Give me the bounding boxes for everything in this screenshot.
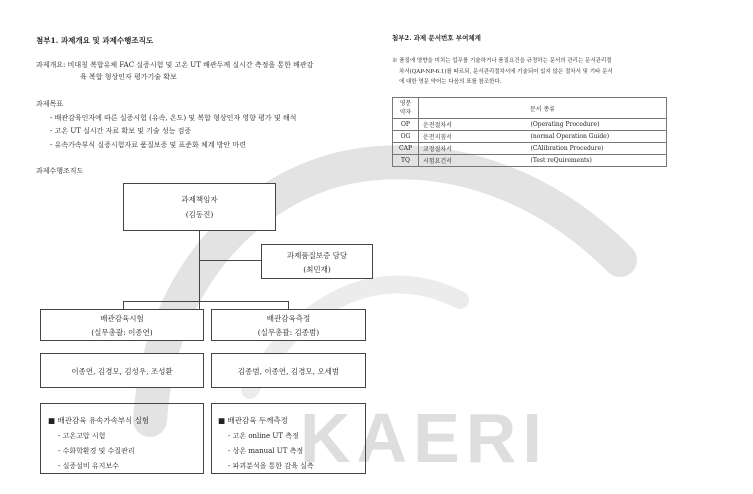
row-kr: 시험요건서: [419, 155, 527, 167]
col-abbr-header-b: 약자: [399, 109, 412, 116]
measure-task-3: - 파괴분석을 통한 감육 실측: [228, 462, 314, 470]
test-members: 이종연, 김경모, 김성우, 조성환: [71, 367, 173, 376]
connector-to-qa: [199, 260, 261, 261]
test-task-2: - 수화학환경 및 수질관리: [58, 447, 135, 455]
connector-horizontal: [123, 301, 288, 302]
document-code-table: [392, 97, 667, 167]
measure-box: [211, 309, 366, 341]
row-en: (CAlibration Procedure): [527, 143, 667, 155]
test-task-1: - 고온고압 시험: [58, 432, 106, 440]
table-row: [393, 119, 667, 131]
overview-line1: 과제개요: 비대칭 복합유체 FAC 실증시험 및 고온 UT 배관두께 실시간 측정을 통한 배관감: [36, 61, 314, 69]
col-abbr-header-a: 영문: [399, 100, 412, 107]
leader-name: (김동진): [185, 210, 214, 219]
qa-box: [261, 244, 373, 279]
measure-members: 김종범, 이종연, 김경모, 오세범: [237, 367, 340, 376]
qa-name: (최민재): [303, 265, 331, 274]
row-abbr: OP: [393, 119, 419, 131]
col-abbr-header: [393, 98, 419, 119]
measure-tasks-box: [211, 403, 366, 474]
test-members-box: [40, 353, 204, 388]
row-kr: 운전지침서: [419, 131, 527, 143]
test-task-3: - 실증설비 유지보수: [58, 462, 119, 470]
test-tasks-title: ■ 배관감육 유속가속부식 실험: [48, 416, 150, 425]
row-abbr: CAP: [393, 143, 419, 155]
leader-title: 과제책임자: [181, 195, 218, 204]
goal-item-3: - 유속가속부식 실증시험자료 품질보증 및 표준화 체계 방안 마련: [50, 141, 246, 149]
test-title: 배관감육시험: [100, 314, 144, 323]
attachment1-heading: 첨부1. 과제개요 및 과제수행조직도: [36, 36, 154, 45]
row-kr: 운전절차서: [419, 119, 527, 131]
overview-line2: 육 복합 형상인자 평가기술 확보: [80, 73, 177, 81]
row-en: (Test reQuirements): [527, 155, 667, 167]
connector-vertical: [199, 231, 200, 311]
measure-members-box: [211, 353, 366, 388]
leader-box: [123, 183, 276, 231]
goal-item-2: - 고온 UT 실시간 자료 확보 및 기술 성능 검증: [50, 127, 192, 135]
test-tasks-box: [40, 403, 204, 474]
table-row: [393, 155, 667, 167]
measure-title: 배관감육측정: [266, 314, 311, 323]
table-row: [393, 143, 667, 155]
measure-sub: (실무총괄: 김종범): [257, 328, 320, 337]
org-heading: 과제수행조직도: [36, 167, 84, 175]
row-en: (normal Operation Guide): [527, 131, 667, 143]
note-line2: 차서(QAP-NP-6.1)를 따르되, 문서관리절차서에 기술되어 있지 않은 절차서 및 기타 문서: [399, 69, 613, 75]
measure-task-1: - 고온 online UT 측정: [228, 432, 299, 440]
attachment2-heading: 첨부2. 과제 문서번호 부여체계: [392, 34, 481, 42]
watermark-text: KAERI: [300, 399, 548, 477]
note-line3: 에 대한 영문 약어는 다음의 표를 참조한다.: [399, 79, 502, 85]
row-abbr: OG: [393, 131, 419, 143]
row-abbr: TQ: [393, 155, 419, 167]
table-row: [393, 131, 667, 143]
table-header-row: [393, 98, 667, 119]
note-line1: ※ 품질에 영향을 미치는 업무를 기술하거나 품질요건을 규정하는 문서의 관리는 문서관리절: [392, 58, 612, 64]
measure-tasks-title: ■ 배관감육 두께측정: [218, 416, 288, 425]
row-kr: 교정절차서: [419, 143, 527, 155]
col-doc-type-header: 문서 종류: [419, 98, 667, 119]
qa-title: 과제품질보증 담당: [286, 251, 348, 260]
goal-item-1: - 배관감육인자에 따른 실증시험 (유속, 온도) 및 복합 형상인자 영향 평가 및 해석: [50, 114, 297, 122]
test-sub: (실무총괄: 이종연): [91, 328, 153, 337]
test-box: [40, 309, 204, 341]
goal-heading: 과제목표: [36, 100, 64, 108]
row-en: (Operating Procedure): [527, 119, 667, 131]
measure-task-2: - 상온 manual UT 측정: [228, 447, 304, 455]
